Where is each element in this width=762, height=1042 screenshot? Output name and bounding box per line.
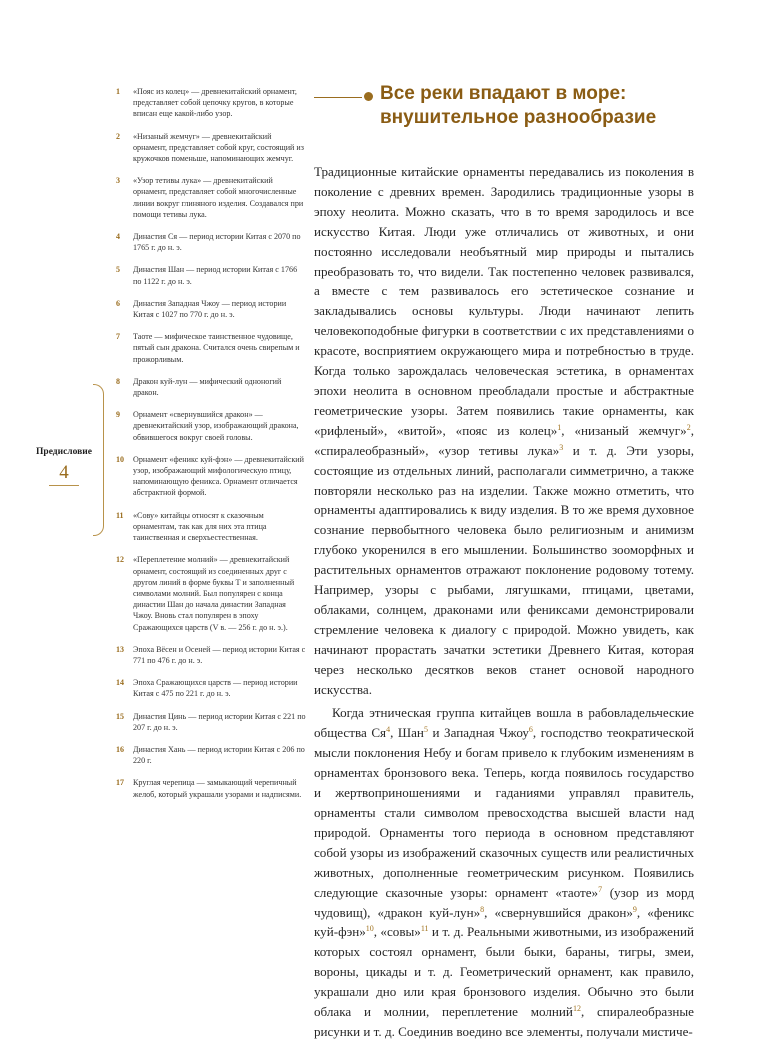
body-paragraph-2 (314, 703, 694, 1041)
footnote-number: 16 (116, 744, 124, 754)
body-text-run: , «феникс куй-фэн» (314, 904, 694, 940)
footnote-item (116, 454, 306, 499)
footnote-ref: 2 (686, 422, 691, 432)
heading-line-1: Все реки впадают в море: (380, 83, 627, 104)
footnote-text: Орнамент «свернувшийся дракон» — древнекитайский узор, изображающий дракона, обвившегося вокруг своей головы. (133, 410, 299, 442)
footnote-number: 6 (116, 298, 120, 308)
footnote-ref: 5 (423, 725, 428, 735)
footnote-item (116, 86, 306, 120)
footnote-ref: 1 (557, 422, 562, 432)
body-text-run: , «свернувшийся дракон» (484, 904, 633, 920)
footnote-ref: 8 (480, 904, 485, 914)
footnote-ref: 10 (365, 924, 374, 934)
body-text-run: , спиралеобразные рисунки и т. д. Соединив воедино все элементы, получали мистиче- (314, 1004, 694, 1039)
body-text-run: (узор из морд чудовищ), «дракон куй-лун» (314, 884, 694, 920)
footnote-text: «Низаный жемчуг» — древнекитайский орнамент, представляет собой круг, состоящий из кружочков поменьше, напоминающих жемчуг. (133, 131, 304, 164)
page-number: 4 (59, 462, 69, 483)
footnote-item (116, 644, 306, 666)
footnote-number: 4 (116, 232, 120, 242)
footnote-item (116, 677, 306, 699)
footnote-item (116, 131, 306, 165)
footnote-text: Эпоха Вёсен и Осеней — период истории Китая с 771 по 476 г. до н. э. (133, 644, 306, 665)
footnote-text: Династия Хань — период истории Китая с 206 по 220 г. (133, 744, 305, 766)
heading-bullet-icon (364, 92, 373, 101)
footnote-number: 8 (116, 376, 120, 386)
footnote-item (116, 376, 306, 398)
footnote-item (116, 711, 306, 733)
body-text-run: , «низаный жемчуг» (561, 422, 687, 438)
body-text-run: Традиционные китайские орнаменты передавались из поколения в поколение с древних времен. Зародились традиционные узоры в эпоху неолита. Можно сказать, что в то время зародилось и все искусство Китая. Люди уже отличались от животных, и они постоянно исследовали необъятный мир природы и пытались преобразовать то, что видели. Так постепенно человек развивался, а вместе с тем развивалось его эстетическое сознание и закладывались основы культуры. Люди начинают лепить человекоподобные фигурки в соответствии с их представлениями о красоте, восприятием окружающего мира и потребностью в труде. Когда только зарождалась человеческая эстетика, в орнаментах эпохи неолита в основном преобладали простые и абстрактные геометрические узоры. Затем появились такие орнаменты, как «рифленый», «витой», «пояс из колец» (314, 164, 694, 438)
footnote-number: 7 (116, 332, 120, 342)
body-text-run: , господство теократической мысли поклонения Небу и богам привело к глубоким изменениям в орнаментах бронзового века. Теперь, когда появилось государство и жертвоприношениями и гаданиями управлял правитель, орнаменты стали символом превосходства высшей власти над природой. Орнаменты того периода в основном представляют собой узоры из изображений сказочных существ или реалистичных животных, дополненные геометрическим рисунком. Появились следующие сказочные узоры: орнамент «таоте» (314, 725, 694, 900)
footnote-text: Династия Цинь — период истории Китая с 221 по 207 г. до н. э. (133, 711, 306, 732)
footnote-item (116, 409, 306, 443)
footnote-item (116, 264, 306, 286)
body-text-run: Когда этническая группа китайцев вошла в рабовладельческие общества Ся (314, 705, 694, 741)
footnote-ref: 6 (528, 725, 533, 735)
footnote-number: 2 (116, 131, 120, 141)
footnote-item (116, 554, 306, 632)
footnote-text: «Переплетение молний» — древнекитайский орнамент, состоящий из соединенных друг с другом линий в форме буквы Т и заполненный символами молний. Был популярен с конца династии Шан до начала династии Западная Чжоу. Вновь стал популярен в эпоху Сражающихся царств (V в. — 256 г. до н. э.). (133, 555, 295, 632)
footnote-item (116, 510, 306, 544)
footnote-item (116, 744, 306, 766)
footnote-item (116, 231, 306, 253)
section-name: Предисловие (36, 447, 92, 457)
footnote-ref: 3 (559, 442, 564, 452)
footnote-item (116, 777, 306, 799)
footnote-ref: 7 (598, 884, 603, 894)
body-text-run: и т. д. Эти узоры, состоящие из отдельных линий, располагали симметрично, а также повторяли несколько раз на изделии. Также можно отметить, что орнаменты адаптировались к виду изделия. В то же время духовное сознание первобытного человека было религиозным и анимизм глубоко укоренился в его мышлении. Большинство зооморфных и растительных орнаментов отражают поклонение родовому тотему. Например, узоры с рыбами, лягушками, птицами, цветами, облаками, солнцем, драконами или фениксами демонстрировали стремление человека к диалогу с природой. Можно увидеть, как начинают прорастать зачатки эстетики Древнего Китая, которая через несколько десятков веков станет основой народного искусства. (314, 442, 694, 697)
body-text-run: , «спиралеобразный», «узор тетивы лука» (314, 422, 695, 458)
body-text-run: и т. д. Реальными животными, из изображений которых состоял орнамент, были быки, бараны, тигры, змеи, вороны, цикады и т. д. Геометрический орнамент, как правило, украшали дно или края бронзового изделия. Обычно это были облака и молнии, переплетение молний (314, 924, 694, 1020)
footnote-ref: 12 (572, 1004, 581, 1014)
footnote-number: 3 (116, 176, 120, 186)
body-text-run: , Шан (390, 725, 424, 741)
footnote-text: Дракон куй-лун — мифический одноногий дракон. (133, 376, 282, 398)
footnote-text: Династия Западная Чжоу — период истории Китая с 1027 по 770 г. до н. э. (133, 298, 287, 320)
footnote-text: Эпоха Сражающихся царств — период истории Китая с 475 по 221 г. до н. э. (133, 678, 298, 699)
footnote-ref: 9 (632, 904, 637, 914)
footnote-text: Круглая черепица — замыкающий черепичный желоб, который украшали узорами и надписями. (133, 778, 302, 799)
footnote-text: Династия Ся — период истории Китая с 2070 по 1765 г. до н. э. (133, 232, 301, 253)
footnote-text: Династия Шан — период истории Китая с 1766 по 1122 г. до н. э. (133, 265, 298, 286)
footnote-ref: 4 (386, 725, 391, 735)
footnote-text: «Пояс из колец» — древнекитайский орнамент, представляет собой цепочку кругов, в которые вписан еще какой-либо узор. (133, 87, 297, 119)
footnote-number: 9 (116, 410, 120, 420)
footnote-number: 15 (116, 711, 124, 721)
footnote-item (116, 331, 306, 365)
heading-rule (314, 97, 362, 98)
body-text (314, 162, 694, 1042)
footnote-number: 12 (116, 555, 124, 565)
footnote-number: 11 (116, 510, 124, 520)
footnote-item (116, 298, 306, 320)
footnote-item (116, 175, 306, 220)
section-marker (30, 447, 98, 486)
chapter-heading (380, 82, 670, 130)
footnote-number: 17 (116, 778, 124, 788)
footnotes-column (116, 86, 306, 811)
footnote-ref: 11 (420, 924, 429, 934)
footnote-text: Таоте — мифическое таинственное чудовище, пятый сын дракона. Считался очень свирепым и прожорливым. (133, 332, 300, 364)
footnote-number: 14 (116, 678, 124, 688)
footnote-number: 10 (116, 454, 124, 464)
body-paragraph-1 (314, 162, 694, 699)
page-number-underline (49, 485, 79, 486)
footnote-text: Орнамент «феникс куй-фэн» — древнекитайский узор, изображающий мифологическую птицу, напоминающую феникса. Орнамент отличается абстрактной формой. (133, 454, 304, 498)
footnote-number: 5 (116, 265, 120, 275)
footnote-text: «Сову» китайцы относят к сказочным орнаментам, так как для них эта птица таинственная и сверхъестественная. (133, 510, 267, 543)
body-text-run: , «совы» (373, 924, 421, 940)
heading-line-2: внушительное разнообразие (380, 107, 657, 128)
footnote-number: 13 (116, 644, 124, 654)
footnote-number: 1 (116, 87, 120, 96)
body-text-run: и Западная Чжоу (427, 725, 529, 741)
footnote-text: «Узор тетивы лука» — древнекитайский орнамент, представляет собой многочисленные линии вокруг глиняного изделия. Создавался при помощи тетивы лука. (133, 176, 304, 219)
